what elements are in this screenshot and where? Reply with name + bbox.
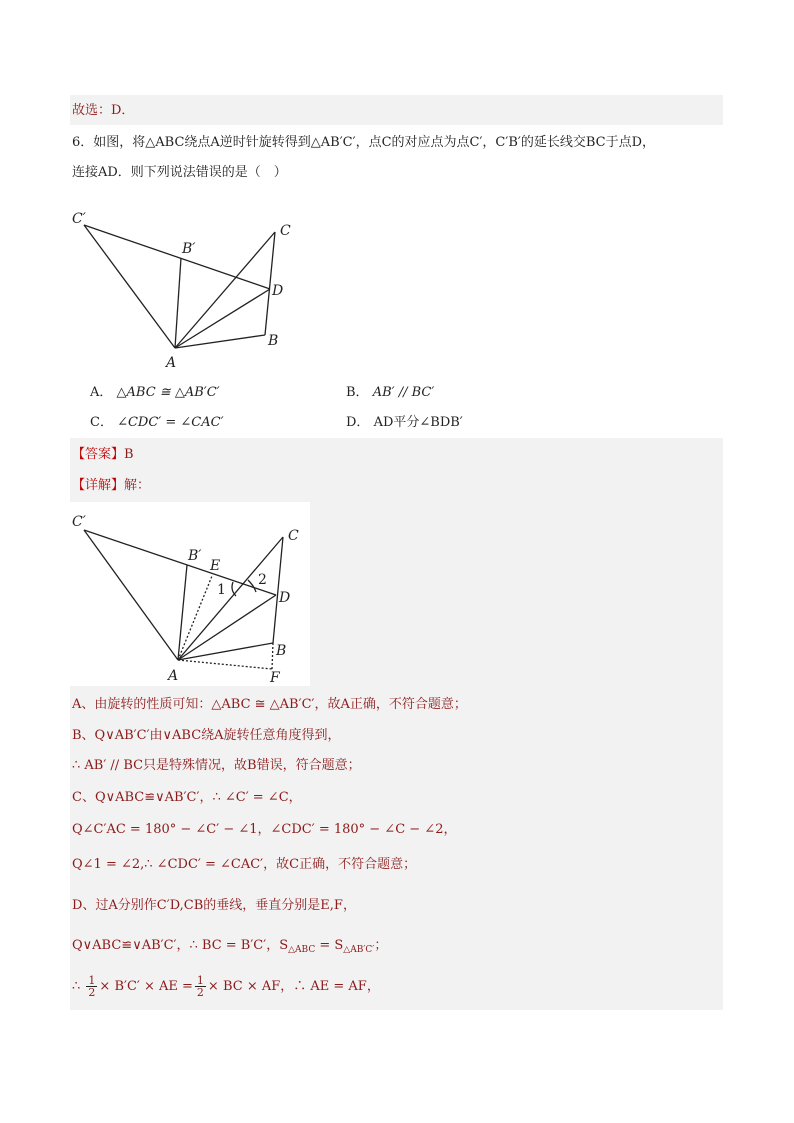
option-d[interactable] [346, 414, 463, 432]
fig2-label-B: B [276, 643, 287, 659]
fig2-label-E: E [210, 558, 221, 574]
option-c[interactable] [90, 414, 224, 432]
solution-line-d2-text: Q∨ABC≌∨AB′C′，∴ BC = B′C′，S [72, 938, 289, 953]
option-b-text: AB′ // BC′ [372, 385, 435, 400]
fig2-label-Bprime: B′ [188, 548, 202, 564]
solution-line-b1: B、Q∨AB′C′由∨ABC绕A旋转任意角度得到， [72, 728, 341, 743]
label-A: A [166, 355, 177, 371]
question-stem-text1: 如图，将△ABC绕点A逆时针旋转得到△AB′C′，点C的对应点为点C′，C′B′的延长线交BC于点D， [93, 135, 655, 150]
area-end: ； [374, 938, 388, 953]
solution-line-d3-mid: × B′C′ × AE = [99, 979, 193, 994]
fraction-1-denominator: 2 [88, 986, 96, 999]
question-figure [70, 205, 310, 375]
area-sub-abprimecprime: △AB′C′ [343, 945, 375, 955]
fig2-label-A: A [168, 668, 179, 684]
detail-tag: 【详解】 [72, 478, 125, 493]
solution-line-d2 [72, 937, 387, 959]
solution-line-a: A、由旋转的性质可知：△ABC ≅ △AB′C′，故A正确，不符合题意； [72, 697, 467, 712]
solution-line-c1: C、Q∨ABC≌∨AB′C′，∴ ∠C′ = ∠C， [72, 790, 302, 805]
question-stem-line2: 连接AD．则下列说法错误的是（ ） [72, 165, 287, 180]
option-b[interactable] [346, 384, 434, 402]
label-Cprime: C′ [72, 211, 86, 227]
fig2-label-F: F [270, 670, 280, 686]
option-d-letter: D． [346, 415, 370, 430]
fraction-2-denominator: 2 [196, 986, 204, 999]
solution-line-b2: ∴ AB′ // BC只是特殊情况，故B错误，符合题意； [72, 758, 361, 773]
answer-tag: 【答案】 [72, 447, 125, 462]
option-c-text: ∠CDC′ = ∠CAC′ [117, 415, 224, 430]
detail-header [72, 477, 150, 495]
fraction-half-2 [195, 975, 206, 998]
answer-value: B [124, 447, 134, 462]
solution-line-d3 [72, 975, 380, 998]
fig2-label-C: C [288, 528, 299, 544]
solution-line-d3-end: × BC × AF，∴ AE = AF， [207, 979, 380, 994]
shade-prev-answer [70, 95, 723, 125]
question-number: 6． [72, 135, 94, 150]
label-C: C [280, 223, 291, 239]
solution-line-c2: Q∠C′AC = 180° − ∠C′ − ∠1，∠CDC′ = 180° − ∠C − ∠2， [72, 822, 457, 837]
label-D: D [272, 283, 284, 299]
option-d-text: AD平分∠BDB′ [373, 415, 463, 430]
label-B: B [268, 333, 279, 349]
fig2-label-1: 1 [217, 582, 226, 598]
option-a-text: △ABC ≅ △AB′C′ [116, 385, 220, 400]
solution-line-d1: D、过A分别作C′D,CB的垂线，垂直分别是E,F， [72, 898, 356, 913]
option-a[interactable] [90, 384, 220, 402]
fraction-2-numerator: 1 [196, 974, 204, 987]
answer-line [72, 446, 134, 464]
therefore-symbol: ∴ [72, 979, 81, 994]
option-b-letter: B． [346, 385, 369, 400]
fig2-label-Cprime: C′ [72, 514, 86, 530]
fraction-half-1 [86, 975, 97, 998]
area-eq: = S [315, 938, 344, 953]
solution-figure [70, 502, 310, 686]
fig2-label-2: 2 [258, 572, 267, 588]
label-Bprime: B′ [182, 241, 196, 257]
detail-intro: 解： [124, 478, 151, 493]
question-stem-line1 [72, 134, 655, 152]
prev-answer: 故选：D． [72, 103, 135, 118]
area-sub-abc: △ABC [288, 945, 316, 955]
option-a-letter: A． [90, 385, 113, 400]
fraction-1-numerator: 1 [88, 974, 96, 987]
option-c-letter: C． [90, 415, 113, 430]
fig2-label-D: D [279, 590, 291, 606]
solution-line-c3: Q∠1 = ∠2,∴ ∠CDC′ = ∠CAC′，故C正确，不符合题意； [72, 857, 417, 872]
